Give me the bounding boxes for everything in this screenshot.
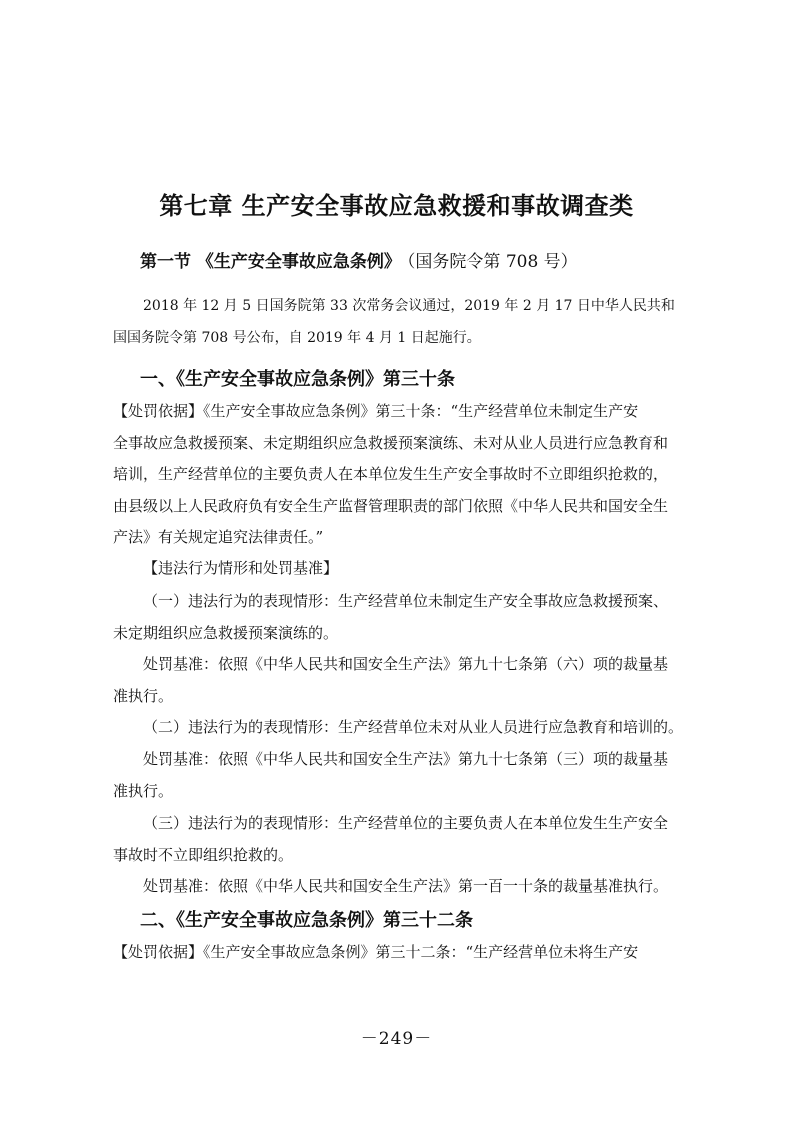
penalty-basis-paragraph — [113, 937, 683, 969]
case-line: 未定期组织应急救援预案演练的。 — [113, 623, 339, 642]
standard-line: 准执行。 — [113, 781, 174, 800]
section-title-text: 第一节 《生产安全事故应急条例》 — [140, 252, 401, 272]
basis-line: 全事故应急救援预案、未定期组织应急救援预案演练、未对从业人员进行应急教育和 — [113, 433, 669, 452]
case-line: 事故时不立即组织抢救的。 — [113, 845, 294, 864]
case-3-standard — [113, 871, 683, 903]
standard-line: 处罚基准：依照《中华人民共和国安全生产法》第一百一十条的裁量基准执行。 — [143, 877, 669, 895]
case-2-standard — [113, 744, 683, 807]
chapter-title: 第七章 生产安全事故应急救援和事故调查类 — [159, 191, 634, 220]
basis-line: 【处罚依据】《生产安全事故应急条例》第三十条：“生产经营单位未制定生产安 — [113, 402, 639, 420]
article-heading: 一、《生产安全事故应急条例》第三十条 — [140, 369, 455, 390]
case-line: （一）违法行为的表现情形：生产经营单位未制定生产安全事故应急救援预案、 — [143, 592, 669, 610]
basis-line: 【处罚依据】《生产安全事故应急条例》第三十二条：“生产经营单位未将生产安 — [113, 943, 639, 961]
page-number: －249－ — [360, 1029, 433, 1049]
criteria-heading: 【违法行为情形和处罚基准】 — [143, 559, 339, 577]
standard-line: 处罚基准：依照《中华人民共和国安全生产法》第九十七条第（六）项的裁量基 — [143, 655, 669, 673]
standard-line: 处罚基准：依照《中华人民共和国安全生产法》第九十七条第（三）项的裁量基 — [143, 750, 669, 768]
case-line: （三）违法行为的表现情形：生产经营单位的主要负责人在本单位发生生产安全 — [143, 814, 669, 832]
article-heading: 二、《生产安全事故应急条例》第三十二条 — [140, 910, 473, 931]
intro-paragraph — [113, 291, 683, 354]
case-2 — [113, 712, 683, 744]
basis-line: 由县级以上人民政府负有安全生产监督管理职责的部门依照《中华人民共和国安全生 — [113, 496, 669, 515]
case-1-standard — [113, 649, 683, 712]
penalty-basis-paragraph — [113, 396, 683, 554]
section-title — [140, 247, 578, 272]
case-line: （二）违法行为的表现情形：生产经营单位未对从业人员进行应急教育和培训的。 — [143, 718, 684, 736]
basis-line: 培训，生产经营单位的主要负责人在本单位发生生产安全事故时不立即组织抢救的， — [113, 465, 669, 483]
intro-line: 2018 年 12 月 5 日国务院第 33 次常务会议通过，2019 年 2 月 17 日中华人民共和 — [143, 298, 675, 314]
section-subtitle: （国务院令第 708 号） — [406, 252, 578, 272]
intro-line: 国国务院令第 708 号公布，自 2019 年 4 月 1 日起施行。 — [113, 329, 481, 346]
basis-line: 产法》有关规定追究法律责任。” — [113, 528, 324, 546]
case-1 — [113, 586, 683, 649]
case-3 — [113, 808, 683, 871]
criteria-heading-block — [113, 553, 683, 585]
standard-line: 准执行。 — [113, 686, 174, 705]
